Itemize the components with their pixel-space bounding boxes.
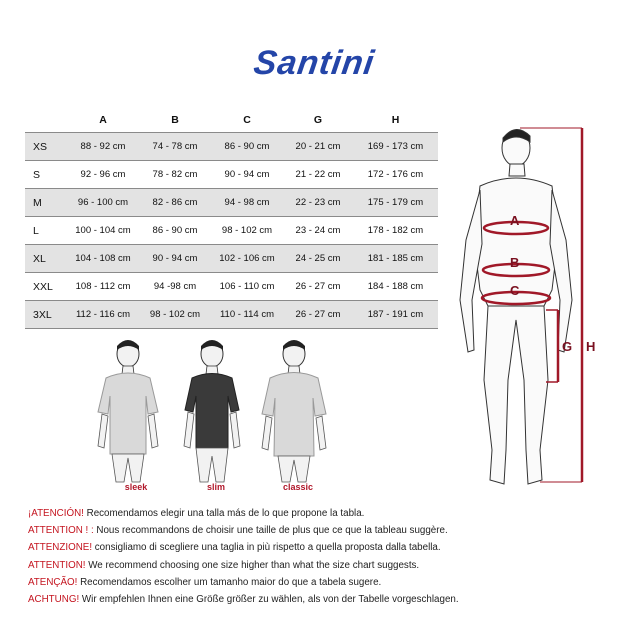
cell-h: 175 - 179 cm [353,189,438,217]
cell-c: 106 - 110 cm [211,273,283,301]
cell-c: 90 - 94 cm [211,161,283,189]
note-text: Recomendamos escolher um tamanho maior do que a tabela sugere. [77,576,382,588]
note-keyword: ACHTUNG! [28,594,80,606]
cell-a: 108 - 112 cm [67,273,139,301]
header-h: H [391,114,400,126]
cell-c: 110 - 114 cm [211,301,283,329]
cell-c: 94 - 98 cm [211,189,283,217]
size-label: L [25,217,67,245]
label-h: H [586,339,596,354]
label-g: G [562,339,573,354]
size-label: XXL [25,273,67,301]
sleek-shirt-icon [92,336,164,484]
note-spanish [28,505,618,522]
cell-b: 82 - 86 cm [139,189,211,217]
cell-h: 181 - 185 cm [353,245,438,273]
size-advice-notes [28,505,618,608]
note-text: Wir empfehlen Ihnen eine Größe größer zu wählen, als von der Tabelle vorgeschlagen. [79,594,459,606]
table-header-row [25,108,438,133]
cell-b: 90 - 94 cm [139,245,211,273]
cell-a: 104 - 108 cm [67,245,139,273]
header-size [25,108,67,133]
note-keyword: ¡ATENCIÓN! [28,508,84,519]
fit-figure-classic [258,336,330,484]
note-english [28,557,618,574]
note-keyword: ATENÇÃO! [28,576,78,588]
note-keyword: ATTENTION! [28,559,86,571]
note-keyword: ATTENTION ! : [28,525,94,537]
note-keyword: ATTENZIONE! [28,542,93,554]
label-a: A [510,213,520,228]
table-row [25,133,438,161]
note-italian [28,539,618,556]
body-measurement-diagram [440,120,620,500]
classic-shirt-icon [258,336,330,484]
table-row [25,189,438,217]
body-outline-icon [460,129,572,484]
table-row [25,161,438,189]
size-label: S [25,161,67,189]
note-text: Nous recommandons de choisir une taille de plus que ce que la tableau suggère. [93,525,448,537]
header-c: C [243,114,251,126]
size-label: XS [25,133,67,161]
cell-h: 187 - 191 cm [353,301,438,329]
size-label: XL [25,245,67,273]
table-row [25,245,438,273]
cell-c: 98 - 102 cm [211,217,283,245]
table-row [25,217,438,245]
cell-g: 24 - 25 cm [283,245,353,273]
size-chart-table [25,108,438,329]
table-row [25,301,438,329]
cell-b: 86 - 90 cm [139,217,211,245]
cell-g: 26 - 27 cm [283,273,353,301]
fit-figure-slim [176,336,248,484]
label-c: C [510,283,520,298]
cell-h: 184 - 188 cm [353,273,438,301]
cell-a: 112 - 116 cm [67,301,139,329]
cell-b: 98 - 102 cm [139,301,211,329]
cell-b: 78 - 82 cm [139,161,211,189]
slim-shirt-icon [176,336,248,484]
cell-h: 178 - 182 cm [353,217,438,245]
header-b: B [171,114,179,126]
cell-a: 92 - 96 cm [67,161,139,189]
size-label: 3XL [25,301,67,329]
cell-c: 102 - 106 cm [211,245,283,273]
cell-g: 20 - 21 cm [283,133,353,161]
fit-label-sleek: sleek [124,482,148,492]
note-french [28,522,618,539]
note-portuguese [28,574,618,591]
cell-a: 96 - 100 cm [67,189,139,217]
fit-figure-sleek [92,336,164,484]
note-german [28,591,618,608]
cell-a: 100 - 104 cm [67,217,139,245]
fit-label-classic: classic [282,482,314,492]
cell-a: 88 - 92 cm [67,133,139,161]
brand-name: Santini [251,44,377,82]
note-text: Recomendamos elegir una talla más de lo que propone la tabla. [83,508,365,519]
cell-g: 26 - 27 cm [283,301,353,329]
table-row [25,273,438,301]
fit-label-slim: slim [206,482,225,492]
cell-h: 172 - 176 cm [353,161,438,189]
cell-g: 21 - 22 cm [283,161,353,189]
note-text: consigliamo di scegliere una taglia in più rispetto a quella proposta dalla tabella. [92,542,441,554]
note-text: We recommend choosing one size higher than what the size chart suggests. [85,559,420,571]
cell-b: 74 - 78 cm [139,133,211,161]
label-b: B [510,255,520,270]
cell-g: 23 - 24 cm [283,217,353,245]
header-a: A [99,114,107,126]
cell-h: 169 - 173 cm [353,133,438,161]
cell-b: 94 -98 cm [139,273,211,301]
size-label: M [25,189,67,217]
brand-logo [0,44,628,83]
cell-g: 22 - 23 cm [283,189,353,217]
cell-c: 86 - 90 cm [211,133,283,161]
header-g: G [313,114,323,126]
